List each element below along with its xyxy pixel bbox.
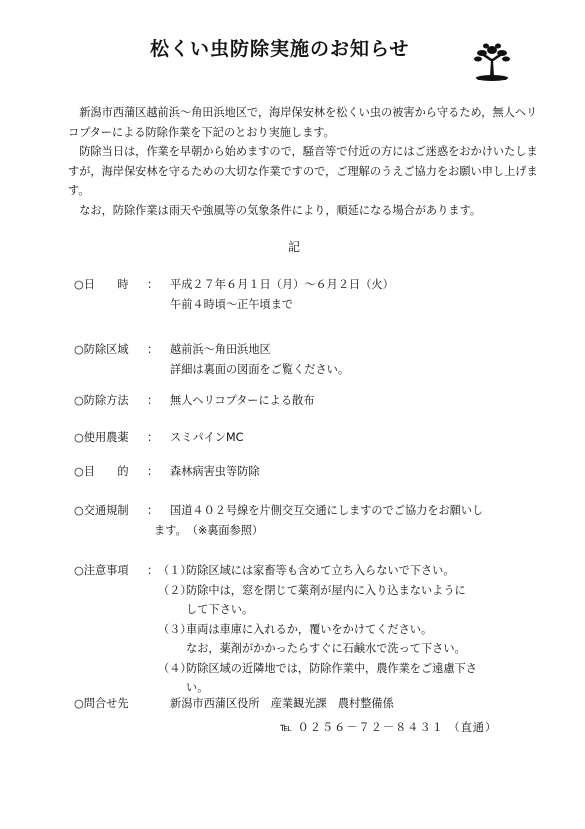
ki-heading: 記 [288,240,301,254]
note-text: 防除区域には家畜等も含めて立ち入らないで下さい。 [186,564,455,577]
note-text-continued: い。 [186,681,209,694]
traffic-line-2: ます。 （※裏面参照） [154,523,264,537]
method-label: ○防除方法 [74,394,129,407]
contact-phone-row [280,718,497,738]
note-number: （３） [158,622,192,636]
contact-label: ○問合せ先 [74,697,129,710]
contact-phone: ０２５６－７２－８４３１ [297,721,444,734]
pesticide-colon: ： [147,431,159,444]
notes-colon: ： [147,564,159,577]
contact-office: 新潟市西蒲区役所 産業観光課 農村整備係 [170,697,394,710]
intro-text [68,103,538,220]
note-item-2 [158,581,558,620]
purpose-value: 森林病害虫等防除 [170,465,260,478]
area-line-1: 越前浜～角田浜地区 [170,343,271,356]
purpose-label: ○目 的 [74,465,129,478]
traffic-line-1: 国道４０２号線を片側交互交通にしますのでご協力をお願いし [170,504,484,517]
notes-label: ○注意事項 [74,564,129,577]
intro-paragraph-1: 新潟市西蒲区越前浜～角田浜地区で，海岸保安林を松くい虫の被害から守るため，無人ヘリコプターによる防除作業を下記のとおり実施します。 [68,106,538,139]
note-text-continued: なお，薬剤がかかったらすぐに石鹸水で洗って下さい。 [186,642,466,655]
page-title: 松くい虫防除実施のお知らせ [150,38,410,60]
date-colon: ： [147,278,159,291]
note-item-4 [158,659,558,698]
method-value: 無人ヘリコプターによる散布 [170,394,315,407]
area-colon: ： [147,343,159,356]
intro-paragraph-2: 防除当日は，作業を早朝から始めますので，騒音等で付近の方にはご迷惑をおかけいたしますが，海岸保安林を守るための大切な作業ですので，ご理解のうえご協力をお願い申し上げます。 [68,145,538,197]
method-colon: ： [147,394,159,407]
note-item-3 [158,620,558,659]
area-label: ○防除区域 [74,343,129,356]
note-text: 防除中は，窓を閉じて薬剤が屋内に入り込まないように [186,583,466,597]
date-label: ○日 時 [74,278,129,291]
date-line-2: 午前４時頃～正午頃まで [170,297,294,311]
phone-icon: ℡ [280,721,294,734]
note-number: （１） [158,564,192,577]
traffic-colon: ： [147,504,159,517]
note-text-continued: して下さい。 [186,603,254,616]
note-number: （４） [158,661,192,675]
note-number: （２） [158,583,192,597]
pesticide-value: スミパインMC [170,431,244,444]
intro-paragraph-3: なお，防除作業は雨天や強風等の気象条件により，順延になる場合があります。 [79,203,482,217]
tree-icon [470,40,514,84]
note-item-1 [158,561,558,581]
area-line-2: 詳細は裏面の図面をご覧ください。 [170,362,350,376]
date-line-1: 平成２７年６月１日（月）～６月２日（火） [170,278,394,291]
note-text: 車両は車庫に入れるか，覆いをかけてください。 [186,622,433,636]
contact-phone-note: （直通） [448,721,498,734]
traffic-label: ○交通規制 [74,504,129,517]
purpose-colon: ： [147,465,159,478]
pesticide-label: ○使用農薬 [74,431,129,444]
note-text: 防除区域の近隣地では，防除作業中，農作業をご遠慮下さ [186,661,477,675]
